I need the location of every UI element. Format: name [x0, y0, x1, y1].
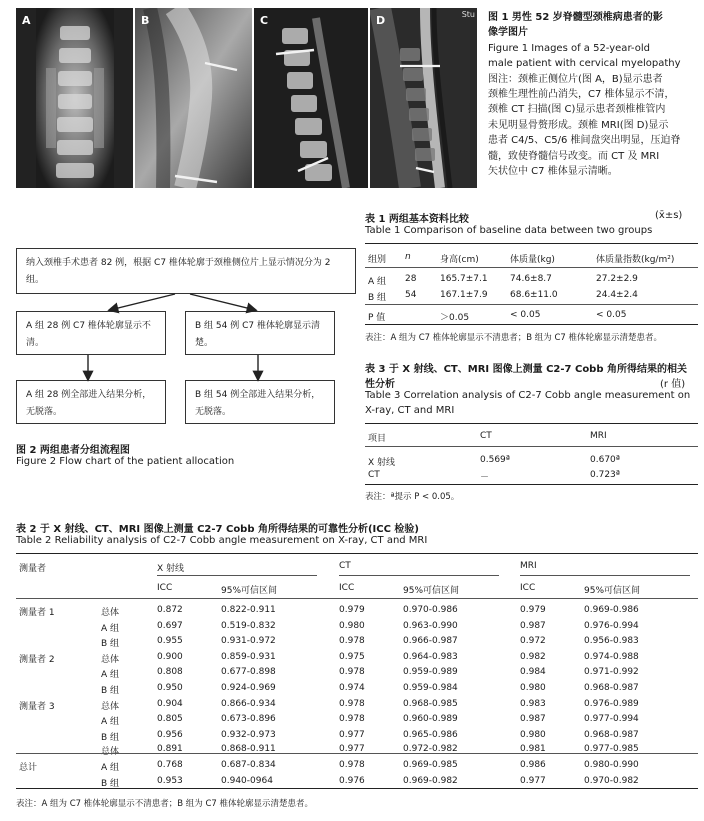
- table2-sub-icc-xray: ICC: [157, 583, 173, 593]
- table2-group: B 组: [101, 686, 120, 696]
- panel-a-label: A: [22, 14, 31, 27]
- table2-value: 0.697: [157, 620, 183, 631]
- table1-cell: A 组: [368, 277, 387, 287]
- table2-measurer: 测量者 3: [19, 701, 55, 712]
- table2-value: 0.980-0.990: [584, 760, 639, 770]
- table2-value: 0.677-0.898: [221, 667, 276, 678]
- panel-d-label: D: [376, 14, 386, 27]
- table2-group: B 组: [101, 779, 120, 789]
- table2-value: 0.859-0.931: [221, 651, 276, 662]
- table2-value: 0.868-0.911: [221, 744, 276, 754]
- table2-value: 0.975: [339, 651, 365, 662]
- table2-value: 0.866-0.934: [221, 698, 276, 709]
- table2-measurer: 测量者 1: [19, 608, 55, 618]
- table3-title-cn-1: 表 3 于 X 射线、CT、MRI 图像上测量 C2-7 Cobb 角所得结果的相关: [365, 364, 687, 375]
- table2-group: 总体: [101, 747, 120, 757]
- figure1-note-4: 未见明显骨赘形成。颈椎 MRI(图 D)显示: [488, 119, 669, 131]
- table1-cell: 27.2±2.9: [596, 274, 638, 284]
- table3-title-en-2: X-ray, CT and MRI: [365, 405, 455, 416]
- flow-arrow-left: [110, 294, 175, 310]
- table2-value: 0.872: [157, 605, 183, 615]
- table2-value: 0.987: [520, 714, 546, 725]
- table1-header-height: 身高(cm): [440, 255, 479, 265]
- flow-arrow-right: [190, 294, 255, 310]
- table2-note: 表注：A 组为 C7 椎体轮廓显示不清患者；B 组为 C7 椎体轮廓显示清楚患者。: [16, 799, 314, 809]
- table2-value: 0.969-0.982: [403, 776, 458, 786]
- table2-title-en: Table 2 Reliability analysis of C2-7 Cobb angle measurement on X-ray, CT and MRI: [16, 535, 428, 546]
- flow-top-box: 纳入颈椎手术患者 82 例，根据 C7 椎体轮廓于颈椎侧位片上显示情况分为 2 组。: [16, 248, 356, 294]
- flow-arrows: [0, 0, 370, 440]
- table2-group: 总体: [101, 608, 120, 618]
- table2-title-cn: 表 2 于 X 射线、CT、MRI 图像上测量 C2-7 Cobb 角所得结果的可靠性分析(ICC 检验): [16, 524, 420, 535]
- table2-value: 0.808: [157, 667, 183, 678]
- table2-value: 0.976-0.994: [584, 620, 639, 631]
- table2-value: 0.959-0.989: [403, 667, 458, 678]
- table1-cell: < 0.05: [596, 310, 627, 320]
- table1-header-weight: 体质量(kg): [510, 255, 555, 265]
- table3-note: 表注：ª提示 P < 0.05。: [365, 492, 460, 502]
- table2-value: 0.979: [520, 605, 546, 615]
- table3-cell: CT: [368, 470, 380, 480]
- table2-value: 0.891: [157, 744, 183, 754]
- table1-cell: 167.1±7.9: [440, 290, 488, 300]
- panel-b-label: B: [141, 14, 150, 27]
- table1-title-en: Table 1 Comparison of baseline data between two groups: [365, 225, 653, 236]
- table2-group: B 组: [101, 732, 120, 743]
- figure2-caption-cn: 图 2 两组患者分组流程图: [16, 445, 130, 456]
- table2-value: 0.980: [339, 620, 365, 631]
- table1-cell: 165.7±7.1: [440, 274, 488, 284]
- table2-value: 0.966-0.987: [403, 636, 458, 647]
- table2-header-ct: CT: [339, 561, 351, 571]
- table2-value: 0.955: [157, 636, 183, 647]
- table2-value: 0.924-0.969: [221, 683, 276, 693]
- table1-cell: 28: [405, 274, 417, 284]
- table2-value: 0.687-0.834: [221, 760, 276, 770]
- table3-cell: 0.670ª: [590, 455, 621, 465]
- table2-value: 0.978: [339, 667, 365, 678]
- panel-c-label: C: [260, 14, 269, 27]
- table2-value: 0.977: [339, 744, 365, 754]
- table2-value: 0.980: [520, 729, 546, 740]
- figure1-caption: [488, 10, 702, 179]
- table1-cell: 54: [405, 290, 417, 300]
- table1-header-n: n: [405, 252, 411, 262]
- table2-header-measurer: 测量者: [19, 564, 47, 574]
- table2-header-mri: MRI: [520, 561, 537, 571]
- table3-cell: 0.723ª: [590, 470, 621, 480]
- table2-sub-icc-mri: ICC: [520, 583, 536, 593]
- table1-cell: 24.4±2.4: [596, 290, 638, 300]
- table2-value: 0.968-0.987: [584, 683, 639, 693]
- table2-value: 0.822-0.911: [221, 605, 276, 615]
- table2-value: 0.956: [157, 729, 183, 740]
- table2-value: 0.986: [520, 760, 546, 770]
- table1-title-cn: 表 1 两组基本资料比较: [365, 214, 469, 225]
- table3-header-mri: MRI: [590, 431, 607, 441]
- table2-value: 0.978: [339, 698, 365, 709]
- table2-value: 0.979: [339, 605, 365, 615]
- table2-group: A 组: [101, 717, 120, 728]
- table2-value: 0.900: [157, 651, 183, 662]
- table2-group: A 组: [101, 670, 120, 681]
- table2-measurer: 测量者 2: [19, 654, 55, 665]
- figure1-note-3: 颈椎 CT 扫描(图 C)显示患者颈椎椎管内: [488, 104, 666, 116]
- table1-note: 表注：A 组为 C7 椎体轮廓显示不清患者；B 组为 C7 椎体轮廓显示清楚患者。: [365, 333, 663, 343]
- table2-value: 0.972: [520, 636, 546, 647]
- table2-value: 0.963-0.990: [403, 620, 458, 631]
- table2-value: 0.970-0.982: [584, 776, 639, 786]
- flow-left-box-1: A 组 28 例 C7 椎体轮廓显示不清。: [16, 311, 166, 355]
- panel-d-corner-text: Stu: [461, 10, 475, 19]
- table2-measurer: 总计: [19, 763, 38, 773]
- table2-value: 0.519-0.832: [221, 620, 276, 631]
- figure1-caption-en-2: male patient with cervical myelopathy: [488, 58, 681, 70]
- table1-cell: ＞0.05: [440, 313, 470, 323]
- table2-value: 0.964-0.983: [403, 651, 458, 662]
- table2-group: 总体: [101, 701, 120, 712]
- table1-header-bmi: 体质量指数(kg/m²): [596, 255, 675, 265]
- table2-group: A 组: [101, 623, 120, 634]
- figure1-caption-en-1: Figure 1 Images of a 52-year-old: [488, 42, 650, 54]
- table2-value: 0.982: [520, 651, 546, 662]
- table2-value: 0.971-0.992: [584, 667, 639, 678]
- table3-cell: －: [480, 473, 490, 483]
- flow-right-box-2: B 组 54 例全部进入结果分析，无脱落。: [185, 380, 335, 424]
- figure1-note-6: 髓，致使脊髓信号改变。而 CT 及 MRI: [488, 150, 660, 162]
- table3-cell: 0.569ª: [480, 455, 511, 465]
- table1-cell: P 值: [368, 313, 386, 323]
- table2-value: 0.959-0.984: [403, 683, 458, 693]
- figure2-caption-en: Figure 2 Flow chart of the patient allocation: [16, 456, 235, 467]
- mri-sagittal-image: [370, 8, 477, 188]
- table2-value: 0.904: [157, 698, 183, 709]
- table2-value: 0.673-0.896: [221, 714, 276, 725]
- table1-cell: 68.6±11.0: [510, 290, 558, 300]
- table3-unit: (r 值): [660, 379, 686, 390]
- table2-value: 0.931-0.972: [221, 636, 276, 647]
- table3-header-item: 项目: [368, 434, 387, 444]
- table2-value: 0.956-0.983: [584, 636, 639, 647]
- table2-value: 0.969-0.985: [403, 760, 458, 770]
- table2-value: 0.976-0.989: [584, 698, 639, 709]
- table2-value: 0.984: [520, 667, 546, 678]
- table2-sub-icc-ct: ICC: [339, 583, 355, 593]
- table2-value: 0.978: [339, 636, 365, 647]
- table2-value: 0.974-0.988: [584, 651, 639, 662]
- table3-title-cn-2: 性分析: [365, 379, 395, 390]
- figure1-note-2: 颈椎生理性前凸消失，C7 椎体显示不清，: [488, 89, 675, 101]
- table2-value: 0.968-0.987: [584, 729, 639, 740]
- table2-value: 0.981: [520, 744, 546, 754]
- table2-value: 0.768: [157, 760, 183, 770]
- table1-cell: B 组: [368, 293, 387, 303]
- table2-value: 0.972-0.982: [403, 744, 458, 754]
- figure1-note-1: 图注：颈椎正侧位片(图 A，B)显示患者: [488, 73, 663, 85]
- figure1-mri-panel: [370, 8, 477, 188]
- table3-header-ct: CT: [480, 431, 492, 441]
- table2-value: 0.977-0.985: [584, 744, 639, 754]
- table2-value: 0.974: [339, 683, 365, 693]
- table2-value: 0.987: [520, 620, 546, 631]
- table2-value: 0.977-0.994: [584, 714, 639, 725]
- flow-right-box-1: B 组 54 例 C7 椎体轮廓显示清楚。: [185, 311, 335, 355]
- figure1-note-5: 患者 C4/5、C5/6 椎间盘突出明显，压迫脊: [488, 135, 681, 147]
- table2-value: 0.950: [157, 683, 183, 693]
- table2-sub-ci-mri: 95%可信区间: [584, 586, 641, 596]
- figure1-note-7: 矢状位中 C7 椎体显示清晰。: [488, 166, 618, 178]
- table2-value: 0.983: [520, 698, 546, 709]
- table2-group: B 组: [101, 639, 120, 650]
- table2-value: 0.805: [157, 714, 183, 725]
- table1-unit: (x̄±s): [655, 210, 683, 221]
- table2-group: 总体: [101, 654, 120, 665]
- figure1-caption-cn-2: 像学图片: [488, 27, 528, 39]
- table2-sub-ci-xray: 95%可信区间: [221, 586, 278, 596]
- table3-title-en-1: Table 3 Correlation analysis of C2-7 Cobb angle measurement on: [365, 390, 691, 401]
- table2-value: 0.977: [520, 776, 546, 786]
- table2-header-xray: X 射线: [157, 564, 185, 574]
- table3-cell: X 射线: [368, 458, 396, 468]
- table2-value: 0.969-0.986: [584, 605, 639, 615]
- table2-value: 0.968-0.985: [403, 698, 458, 709]
- figure1-caption-cn-1: 图 1 男性 52 岁脊髓型颈椎病患者的影: [488, 12, 663, 23]
- table2-sub-ci-ct: 95%可信区间: [403, 586, 460, 596]
- flow-left-box-2: A 组 28 例全部进入结果分析，无脱落。: [16, 380, 166, 424]
- table2-value: 0.965-0.986: [403, 729, 458, 740]
- table2-group: A 组: [101, 763, 120, 773]
- table2-value: 0.970-0.986: [403, 605, 458, 615]
- table2-value: 0.932-0.973: [221, 729, 276, 740]
- table1-header-group: 组别: [368, 255, 387, 265]
- table2-value: 0.953: [157, 776, 183, 786]
- table2-value: 0.940-0964: [221, 776, 273, 786]
- table2-value: 0.978: [339, 714, 365, 725]
- table2-value: 0.976: [339, 776, 365, 786]
- table2-value: 0.980: [520, 683, 546, 693]
- table1-cell: 74.6±8.7: [510, 274, 552, 284]
- table2-value: 0.977: [339, 729, 365, 740]
- table2-value: 0.978: [339, 760, 365, 770]
- table2-value: 0.960-0.989: [403, 714, 458, 725]
- table1-cell: < 0.05: [510, 310, 541, 320]
